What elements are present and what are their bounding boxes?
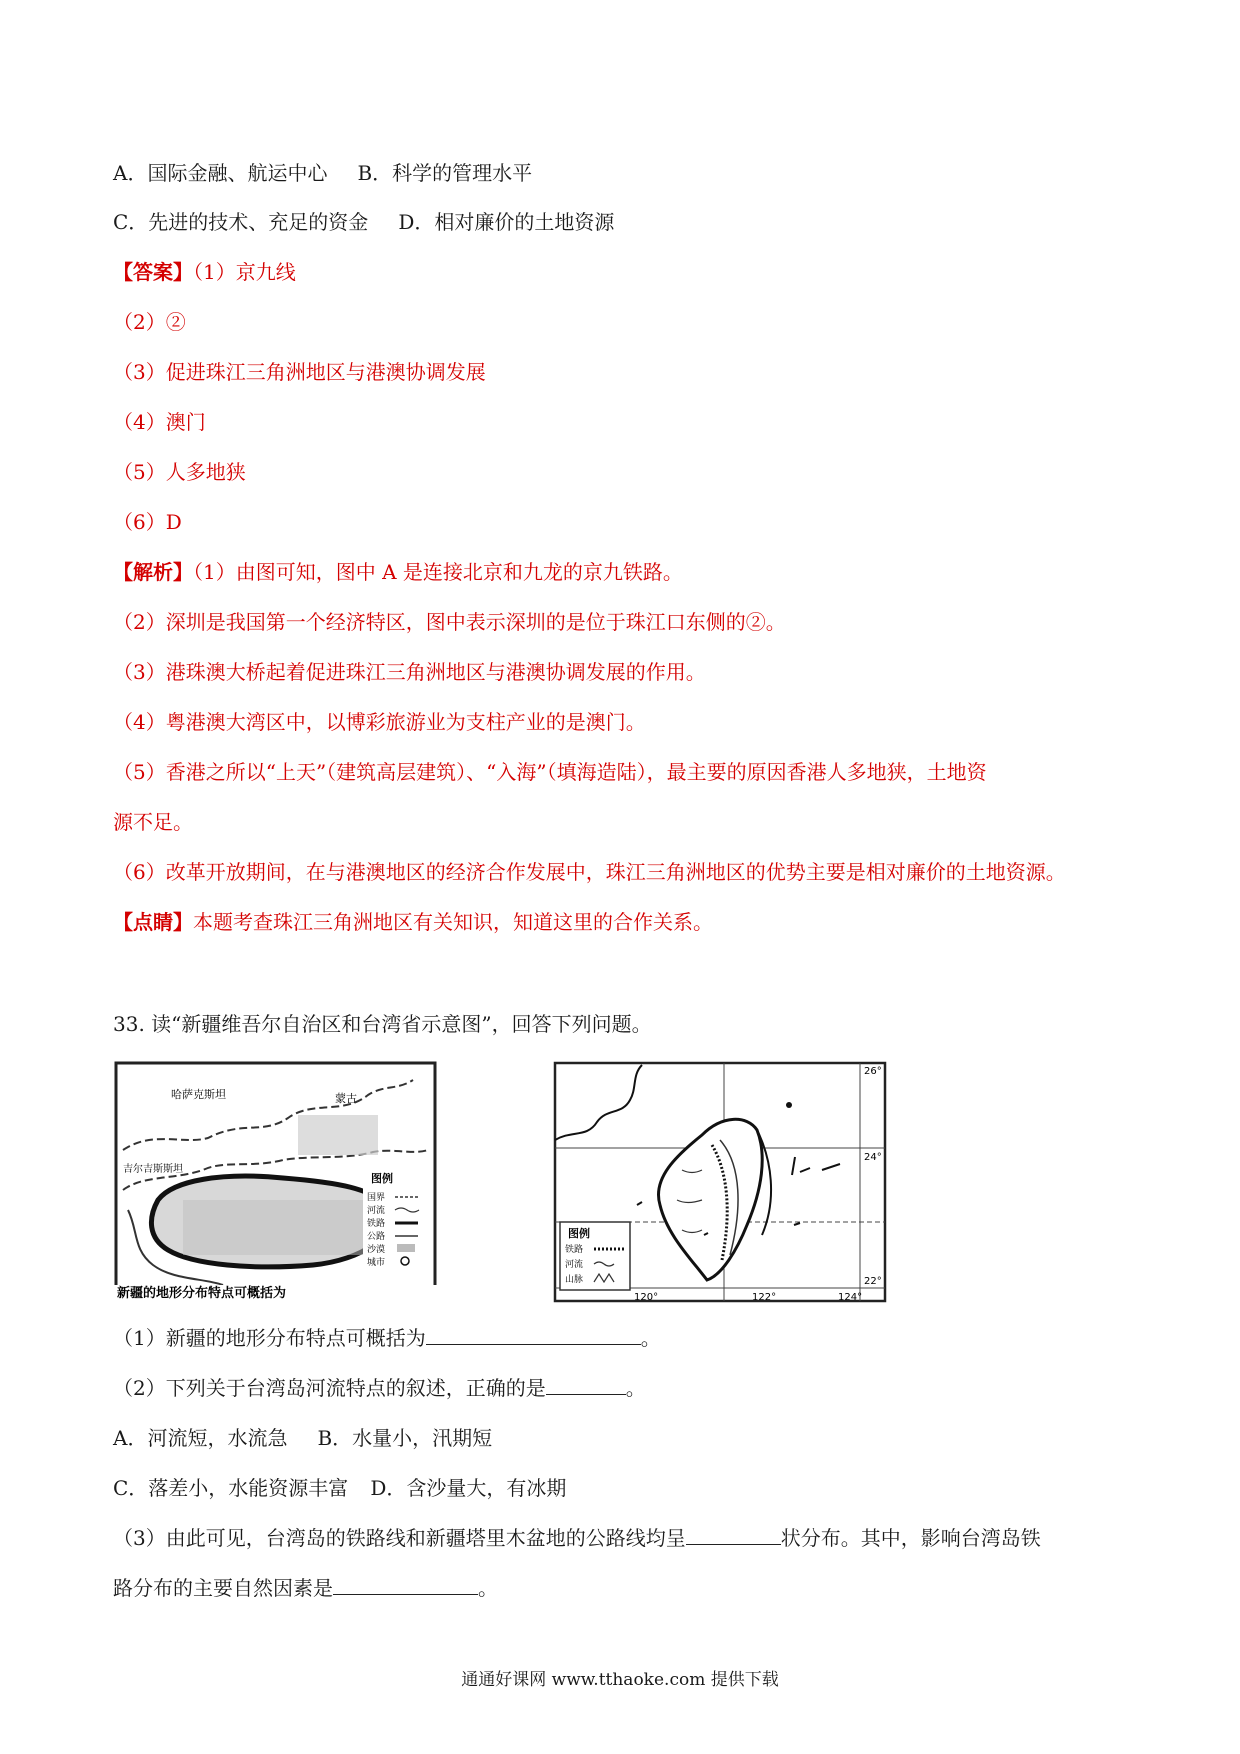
legend-item: 国界: [367, 1193, 386, 1203]
answer-item: （6）D: [113, 510, 182, 534]
legend-item: 铁路: [367, 1219, 386, 1229]
answer-item: （5）人多地狭: [113, 460, 246, 484]
analysis-line-1: [113, 558, 683, 586]
option-d: D．含沙量大，有冰期: [370, 1476, 567, 1500]
analysis-tag: 【解析】: [113, 560, 193, 584]
analysis-item: （1）由图可知，图中 A 是连接北京和九龙的京九铁路。: [193, 560, 683, 584]
legend-item: 城市: [367, 1258, 386, 1268]
taiwan-map: [552, 1060, 888, 1304]
map-caption: 新疆的地形分布特点可概括为: [117, 1286, 287, 1300]
subquestion-3: （3）由此可见，台湾岛的铁路线和新疆塔里木盆地的公路线均呈 状分布。其中，影响台湾岛铁: [113, 1526, 1041, 1550]
comment-line: [113, 908, 713, 936]
map-label: 吉尔吉斯斯坦: [123, 1164, 183, 1175]
answer-blank[interactable]: [426, 1324, 641, 1345]
analysis-item: （4）粤港澳大湾区中，以博彩旅游业为支柱产业的是澳门。: [113, 710, 646, 734]
question-33-title: 33. 读“新疆维吾尔自治区和台湾省示意图”，回答下列问题。: [113, 1012, 652, 1036]
subquestion-text: （3）由此可见，台湾岛的铁路线和新疆塔里木盆地的公路线均呈: [113, 1526, 686, 1550]
xinjiang-map: [113, 1060, 438, 1300]
analysis-item: （3）港珠澳大桥起着促进珠江三角洲地区与港澳协调发展的作用。: [113, 660, 706, 684]
subquestion-2-options-cd: [113, 1474, 566, 1502]
option-line-ab: [113, 159, 532, 187]
latitude-label: 24°: [864, 1152, 882, 1163]
map-label: 哈萨克斯坦: [171, 1088, 226, 1101]
legend-item: 河流: [565, 1260, 584, 1270]
answer-item: （2）②: [113, 310, 186, 334]
latitude-label: 26°: [864, 1066, 882, 1077]
option-b: B．水量小，汛期短: [317, 1426, 493, 1450]
latitude-label: 22°: [864, 1276, 882, 1287]
option-a: A．国际金融、航运中心: [113, 161, 328, 185]
legend-title: 图例: [371, 1172, 393, 1185]
subquestion-1: （1）新疆的地形分布特点可概括为 。: [113, 1326, 661, 1350]
legend-item: 山脉: [565, 1275, 584, 1285]
answer-blank[interactable]: [333, 1574, 478, 1595]
option-c: C．落差小，水能资源丰富: [113, 1476, 349, 1500]
legend-item: 铁路: [565, 1245, 584, 1255]
map-label: 蒙古: [335, 1092, 357, 1105]
answer-item: （1）京九线: [193, 260, 296, 284]
subquestion-text: 路分布的主要自然因素是: [113, 1576, 333, 1600]
analysis-item: 源不足。: [113, 810, 193, 834]
longitude-label: 120°: [634, 1292, 659, 1303]
answer-blank[interactable]: [686, 1524, 781, 1545]
legend-item: 河流: [367, 1206, 386, 1216]
subquestion-text: （2）下列关于台湾岛河流特点的叙述，正确的是: [113, 1376, 546, 1400]
analysis-item: （2）深圳是我国第一个经济特区，图中表示深圳的是位于珠江口东侧的②。: [113, 610, 786, 634]
longitude-label: 124°: [838, 1292, 863, 1303]
answer-tag: 【答案】: [113, 260, 193, 284]
analysis-item: （5）香港之所以“上天”（建筑高层建筑）、“入海”（填海造陆），最主要的原因香港人多地狭，土地资: [113, 760, 987, 784]
answer-line-1: [113, 258, 296, 286]
legend-item: 沙漠: [367, 1245, 386, 1255]
legend-title: 图例: [568, 1227, 590, 1240]
option-a: A．河流短，水流急: [113, 1426, 288, 1450]
option-c: C．先进的技术、充足的资金: [113, 210, 369, 234]
option-d: D．相对廉价的土地资源: [398, 210, 615, 234]
answer-blank[interactable]: [546, 1374, 626, 1395]
longitude-label: 122°: [752, 1292, 777, 1303]
subquestion-2-options-ab: [113, 1424, 492, 1452]
legend-item: 公路: [367, 1232, 386, 1242]
answer-item: （4）澳门: [113, 410, 206, 434]
option-b: B．科学的管理水平: [357, 161, 533, 185]
answer-item: （3）促进珠江三角洲地区与港澳协调发展: [113, 360, 486, 384]
subquestion-text: （1）新疆的地形分布特点可概括为: [113, 1326, 426, 1350]
comment-text: 本题考查珠江三角洲地区有关知识，知道这里的合作关系。: [193, 910, 713, 934]
subquestion-3-cont: 路分布的主要自然因素是 。: [113, 1576, 498, 1600]
comment-tag: 【点睛】: [113, 910, 193, 934]
subquestion-2: （2）下列关于台湾岛河流特点的叙述，正确的是 。: [113, 1376, 646, 1400]
page-footer: 通通好课网 www.tthaoke.com 提供下载: [461, 1670, 779, 1690]
option-line-cd: [113, 208, 614, 236]
analysis-item: （6）改革开放期间，在与港澳地区的经济合作发展中，珠江三角洲地区的优势主要是相对廉价的土地资源。: [113, 860, 1066, 884]
